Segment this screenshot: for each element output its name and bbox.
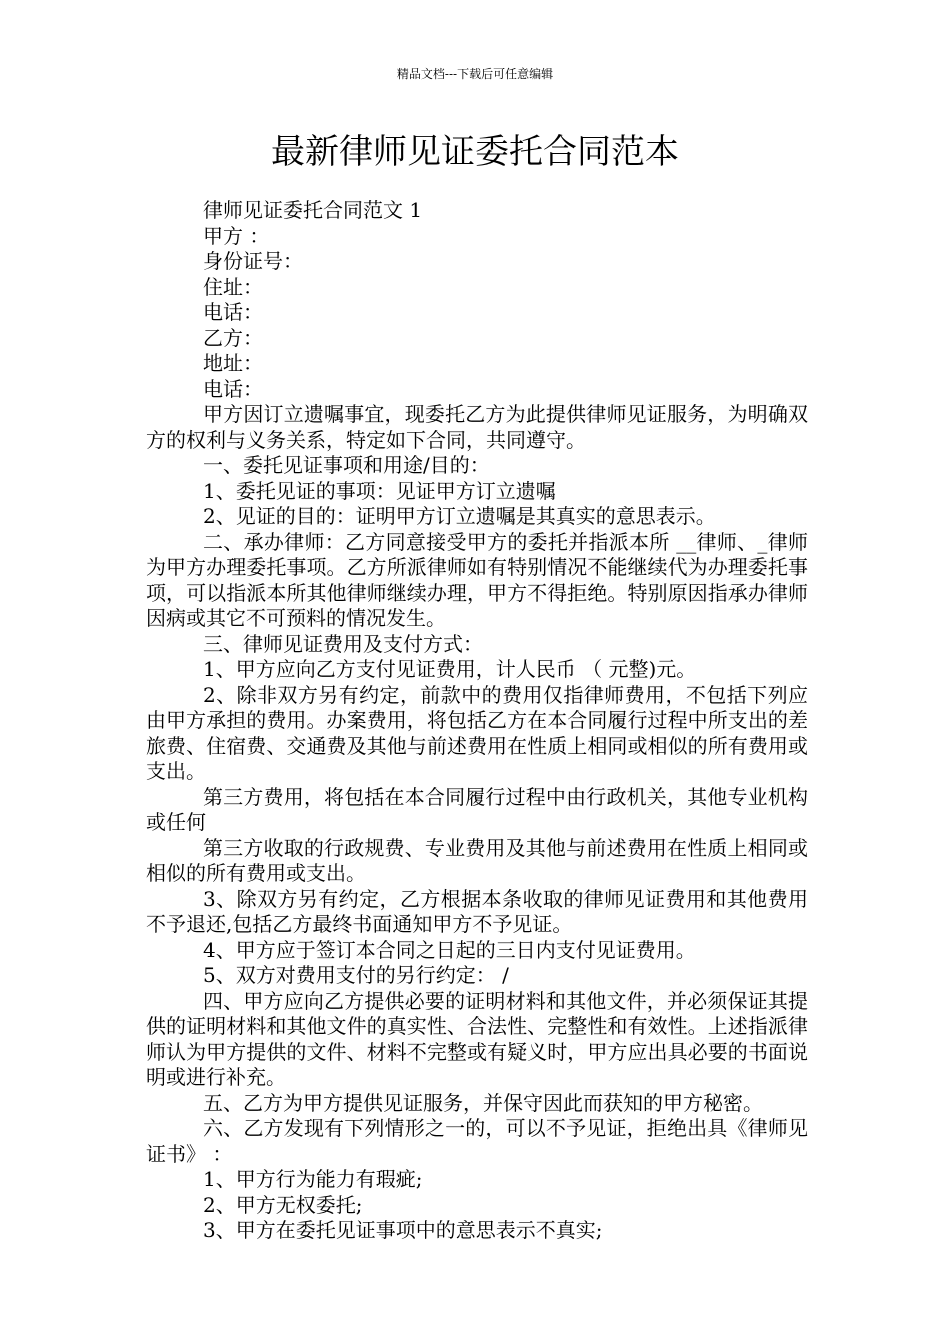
party-b-line: 乙方： [203, 325, 263, 350]
header-note: 精品文档---下载后可任意编辑 [396, 67, 554, 81]
paragraph: 二、承办律师：乙方同意接受甲方的委托并指派本所 __律师、_律师为甲方办理委托事项。乙方所派律师如有特别情况不能继续代为办理委托事项，可以指派本所其他律师继续办理，甲方不得拒绝。特别原因指承办律师因病或其它不可预料的情况发生。 [146, 529, 808, 630]
paragraph: 1、甲方行为能力有瑕疵; [203, 1167, 423, 1191]
paragraph: 1、甲方应向乙方支付见证费用，计人民币 （ 元整)元。 [203, 657, 697, 681]
paragraph: 六、乙方发现有下列情形之一的，可以不予见证，拒绝出具《律师见证书》 ： [146, 1116, 808, 1166]
paragraph: 3、除双方另有约定，乙方根据本条收取的律师见证费用和其他费用不予退还,包括乙方最终书面通知甲方不予见证。 [146, 886, 808, 936]
phone-line: 电话： [203, 300, 263, 324]
address-line: 住址： [203, 274, 263, 299]
party-a-line: 甲方 ： [203, 223, 270, 248]
document-title: 最新律师见证委托合同范本 [271, 132, 679, 172]
document-body [146, 198, 808, 1244]
paragraph: 五、乙方为甲方提供见证服务，并保守因此而获知的甲方秘密。 [203, 1090, 763, 1115]
paragraph: 一、委托见证事项和用途/目的： [203, 453, 490, 477]
paragraph: 甲方因订立遗嘱事宜，现委托乙方为此提供律师见证服务，为明确双方的权利与义务关系，特定如下合同，共同遵守。 [146, 402, 808, 452]
paragraph: 四、甲方应向乙方提供必要的证明材料和其他文件，并必须保证其提供的证明材料和其他文件的真实性、合法性、完整性和有效性。上述指派律师认为甲方提供的文件、材料不完整或有疑义时，甲方应出具必要的书面说明或进行补充。 [146, 988, 808, 1089]
paragraph: 三、律师见证费用及支付方式： [203, 631, 483, 656]
party-b-phone-line: 电话： [203, 376, 263, 401]
paragraph: 4、甲方应于签订本合同之日起的三日内支付见证费用。 [203, 937, 696, 962]
paragraph: 5、双方对费用支付的另行约定： / [203, 963, 509, 987]
paragraph: 2、见证的目的：证明甲方订立遗嘱是其真实的意思表示。 [203, 504, 716, 528]
paragraph: 2、甲方无权委托; [203, 1192, 363, 1217]
id-number-line: 身份证号： [203, 249, 303, 273]
paragraph: 1、委托见证的事项：见证甲方订立遗嘱 [203, 478, 556, 503]
party-b-address-line: 地址： [203, 351, 263, 375]
paragraph: 第三方收取的行政规费、专业费用及其他与前述费用在性质上相同或相似的所有费用或支出。 [146, 835, 808, 885]
paragraph: 3、甲方在委托见证事项中的意思表示不真实; [203, 1218, 603, 1242]
subtitle-line: 律师见证委托合同范文 1 [203, 198, 423, 222]
paragraph: 2、除非双方另有约定，前款中的费用仅指律师费用，不包括下列应由甲方承担的费用。办案费用，将包括乙方在本合同履行过程中所支出的差旅费、住宿费、交通费及其他与前述费用在性质上相同或相似的所有费用或支出。 [146, 682, 808, 783]
paragraph: 第三方费用，将包括在本合同履行过程中由行政机关，其他专业机构或任何 [146, 784, 808, 834]
